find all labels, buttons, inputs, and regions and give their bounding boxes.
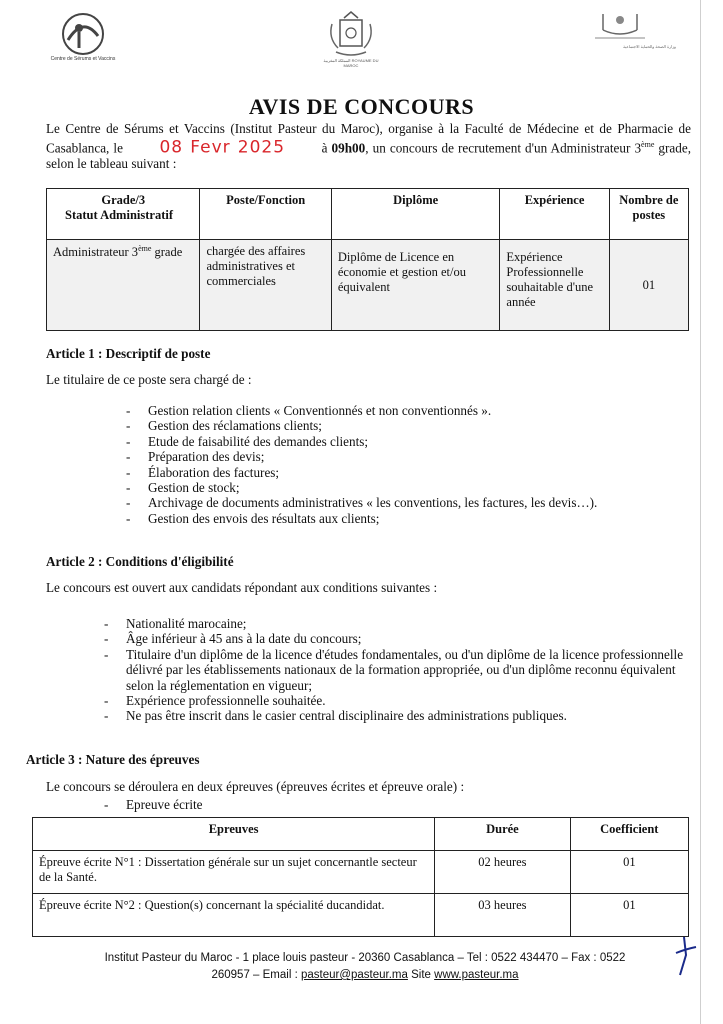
article2-list	[104, 616, 686, 724]
header-nombre: Nombre de postes	[609, 189, 688, 240]
list-item: - Gestion relation clients « Conventionnés et non conventionnés ».	[126, 403, 686, 418]
list-item: - Epreuve écrite	[104, 797, 404, 812]
list-item: - Nationalité marocaine;	[104, 616, 686, 631]
list-item: - Gestion des envois des résultats aux clients;	[126, 511, 686, 526]
table-row	[33, 851, 689, 894]
article3-sublist	[104, 797, 404, 812]
cell-experience: Expérience Professionnelle souhaitable d'une année	[500, 240, 609, 331]
handwritten-date: 08 Fevr 2025	[159, 137, 286, 158]
center-logo-caption: المملكة المغربية ROYAUME DU MAROC	[323, 58, 379, 68]
footer	[40, 950, 690, 984]
footer-email-label: 260957 – Email :	[211, 969, 301, 981]
header-epreuves: Epreuves	[33, 818, 435, 851]
cell-grade-text: Administrateur 3	[53, 245, 139, 260]
footer-line1: Institut Pasteur du Maroc - 1 place louis pasteur - 20360 Casablanca – Tel : 0522 434470 – Fax : 0522	[104, 952, 626, 964]
signature-mark-icon	[670, 935, 700, 980]
intro-sup: ème	[641, 140, 655, 149]
list-item: - Préparation des devis;	[126, 449, 686, 464]
cell-duree: 02 heures	[435, 851, 570, 894]
header-poste: Poste/Fonction	[200, 189, 331, 240]
cell-coefficient: 01	[570, 851, 688, 894]
ministry-logo-icon	[585, 8, 655, 48]
intro-time: 09h00	[331, 140, 366, 156]
article2-heading: Article 2 : Conditions d'éligibilité	[46, 554, 234, 569]
list-item: - Gestion de stock;	[126, 480, 686, 495]
header-coefficient: Coefficient	[570, 818, 688, 851]
intro-text-1: Le Centre de Sérums et Vaccins (Institut Pasteur du Maroc), organise à la Faculté de Médecine et de Pharmacie de Casablanca, le	[46, 121, 691, 156]
article1-list	[126, 403, 686, 526]
cell-grade	[47, 240, 200, 331]
list-item: - Âge inférieur à 45 ans à la date du concours;	[104, 631, 686, 646]
cell-coefficient: 01	[570, 894, 688, 937]
intro-text-3: , un concours de recrutement d'un Administrateur 3	[365, 140, 642, 156]
cell-grade-sup: ème	[138, 244, 152, 253]
intro-paragraph	[46, 121, 691, 172]
table-header-row	[33, 818, 689, 851]
table-header-row	[47, 189, 689, 240]
footer-line2	[40, 967, 690, 984]
header-diplome: Diplôme	[331, 189, 500, 240]
header-experience: Expérience	[500, 189, 609, 240]
intro-text-2: à	[321, 140, 328, 156]
list-item: - Ne pas être inscrit dans le casier central disciplinaire des administrations publiques.	[104, 708, 686, 723]
footer-site-link[interactable]: www.pasteur.ma	[434, 969, 519, 981]
intro-text-4: grade, selon le tableau suivant :	[46, 140, 692, 172]
positions-table	[46, 188, 689, 331]
header-duree: Durée	[435, 818, 570, 851]
article3-heading: Article 3 : Nature des épreuves	[26, 752, 200, 767]
footer-site-label: Site	[407, 969, 435, 981]
cell-diplome: Diplôme de Licence en économie et gestion et/ou équivalent	[331, 240, 500, 331]
article1-intro: Le titulaire de ce poste sera chargé de :	[46, 372, 252, 387]
table-row	[33, 894, 689, 937]
exams-table	[32, 817, 689, 937]
list-item: - Élaboration des factures;	[126, 465, 686, 480]
article3-intro: Le concours se déroulera en deux épreuves (épreuves écrites et épreuve orale) :	[46, 779, 465, 794]
left-logo-caption: Centre de Sérums et Vaccins	[50, 56, 116, 62]
list-item: - Expérience professionnelle souhaitée.	[104, 693, 686, 708]
cell-epreuve: Épreuve écrite N°1 : Dissertation générale sur un sujet concernantle secteur de la Santé.	[33, 851, 435, 894]
article1-heading: Article 1 : Descriptif de poste	[46, 346, 211, 361]
cell-nombre: 01	[609, 240, 688, 331]
list-item: - Etude de faisabilité des demandes clients;	[126, 434, 686, 449]
cell-grade-suffix: grade	[151, 245, 183, 260]
header-grade-label: Grade/3	[101, 193, 146, 207]
header-statut-label: Statut Administratif	[65, 208, 173, 222]
article2-intro: Le concours est ouvert aux candidats répondant aux conditions suivantes :	[46, 580, 438, 595]
cell-duree: 03 heures	[435, 894, 570, 937]
header-grade	[47, 189, 200, 240]
page-title: AVIS DE CONCOURS	[248, 94, 475, 119]
list-item: - Gestion des réclamations clients;	[126, 418, 686, 433]
page-edge-line	[700, 0, 701, 1024]
list-item: - Archivage de documents administratives « les conventions, les factures, les devis…).	[126, 495, 686, 510]
cell-poste: chargée des affaires administratives et commerciales	[200, 240, 331, 331]
list-item: - Titulaire d'un diplôme de la licence d'études fondamentales, ou d'un diplôme de la licence professionnelle délivré par les établissements nationaux de la formation appropriée, ou d'un diplôme reconnu équivalent selon la réglementation en vigueur;	[104, 647, 686, 693]
footer-email-link[interactable]: pasteur@pasteur.ma	[300, 969, 408, 981]
table-row	[47, 240, 689, 331]
right-logo-caption: وزارة الصحة والحماية الاجتماعية	[623, 44, 676, 49]
cell-epreuve: Épreuve écrite N°2 : Question(s) concernant la spécialité ducandidat.	[33, 894, 435, 937]
